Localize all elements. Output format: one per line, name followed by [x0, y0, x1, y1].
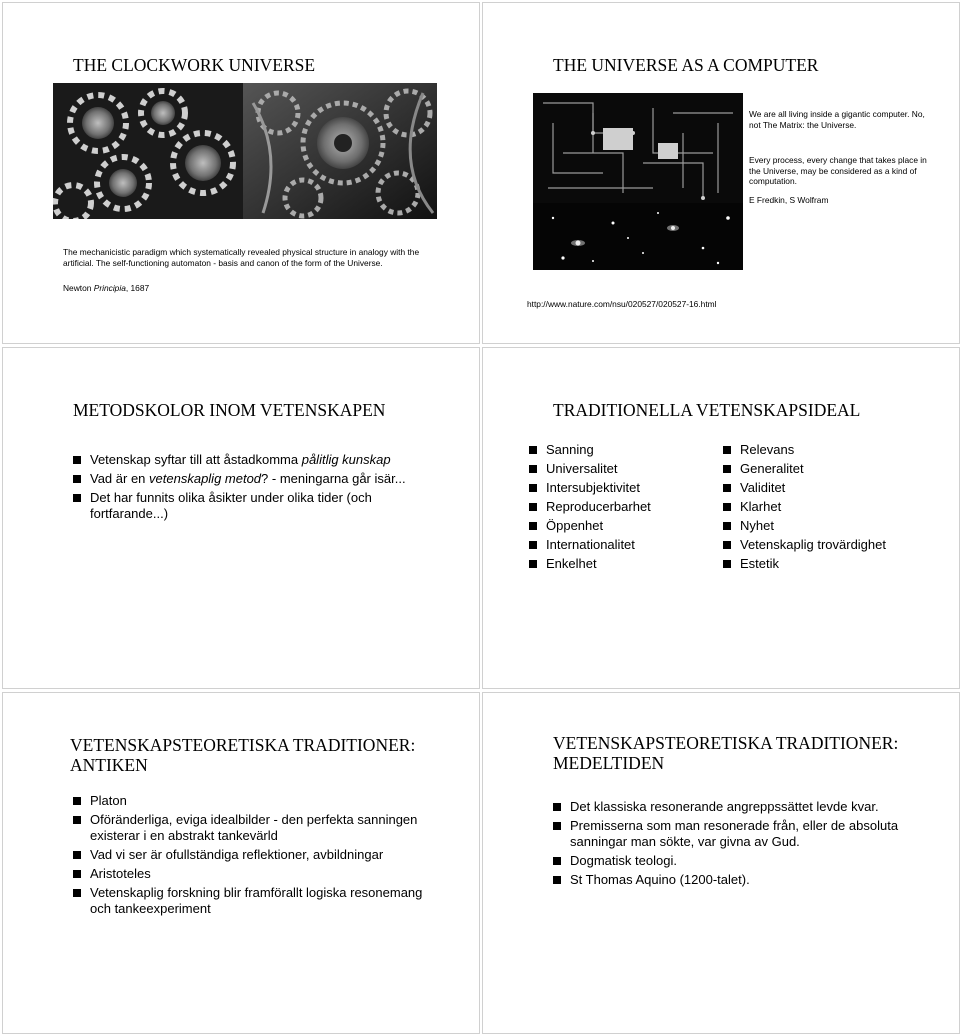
bullet-icon	[73, 870, 81, 878]
bullet-icon	[529, 541, 537, 549]
ideal-list-left	[529, 442, 709, 575]
circuit-galaxy-image	[533, 93, 743, 270]
list-item-text: Platon	[90, 793, 127, 808]
citation-text: Newton Principia, 1687	[63, 283, 150, 293]
list-item	[723, 556, 953, 572]
list-item-text: Intersubjektivitet	[546, 480, 640, 495]
list-item	[73, 885, 433, 917]
bullet-list	[73, 452, 413, 525]
list-item	[553, 853, 913, 869]
list-item-text: Sanning	[546, 442, 594, 457]
slide-title: METODSKOLOR INOM VETENSKAPEN	[73, 400, 386, 420]
list-item	[553, 818, 913, 850]
computation-text: Every process, every change that takes place in the Universe, may be considered as a kind of computation.	[749, 155, 927, 187]
slide-title: VETENSKAPSTEORETISKA TRADITIONER: ANTIKEN	[70, 735, 416, 775]
list-item-text: Validitet	[740, 480, 786, 495]
caption-text: The mechanicistic paradigm which systematically revealed physical structure in analogy with the artificial. The self-functioning automaton - basis and canon of the form of the Universe.	[63, 247, 420, 268]
list-item	[553, 872, 913, 888]
bullet-icon	[529, 446, 537, 454]
quote-text: We are all living inside a gigantic computer. No, not The Matrix: the Universe.	[749, 109, 925, 130]
slide-clockwork-universe	[2, 2, 480, 344]
slide-medeltiden	[482, 692, 960, 1034]
list-item	[529, 537, 709, 553]
list-item	[723, 518, 953, 534]
authors-text: E Fredkin, S Wolfram	[749, 195, 829, 205]
antiken-list	[73, 793, 433, 920]
list-item	[529, 518, 709, 534]
bullet-icon	[529, 484, 537, 492]
list-item-text: Generalitet	[740, 461, 804, 476]
list-item-text: Universalitet	[546, 461, 618, 476]
list-item-text: St Thomas Aquino (1200-talet).	[570, 872, 750, 887]
list-item	[723, 461, 953, 477]
slide-title: THE UNIVERSE AS A COMPUTER	[553, 55, 819, 75]
list-item	[73, 866, 433, 882]
bullet-icon	[723, 560, 731, 568]
list-item-text: Öppenhet	[546, 518, 604, 533]
ideal-list-right	[723, 442, 953, 575]
list-item-text: Reproducerbarhet	[546, 499, 651, 514]
list-item-text: Vetenskaplig trovärdighet	[740, 537, 886, 552]
list-item	[553, 799, 913, 815]
bullet-icon	[723, 446, 731, 454]
list-item	[723, 442, 953, 458]
bullet-icon	[529, 503, 537, 511]
bullet-icon	[73, 797, 81, 805]
slide-title: THE CLOCKWORK UNIVERSE	[73, 55, 316, 75]
list-item	[73, 847, 433, 863]
slide-traditionella-vetenskapsideal	[482, 347, 960, 689]
clockwork-gears-image	[53, 83, 437, 219]
bullet-icon	[529, 465, 537, 473]
bullet-icon	[723, 541, 731, 549]
list-item-text: Relevans	[740, 442, 795, 457]
list-item	[73, 793, 433, 809]
list-item-text: Enkelhet	[546, 556, 597, 571]
bullet-icon	[529, 522, 537, 530]
bullet-icon	[73, 494, 81, 502]
list-item-text: Vetenskaplig forskning blir framförallt logiska resonemang och tankeexperiment	[90, 885, 423, 916]
list-item-text: Premisserna som man resonerade från, eller de absoluta sanningar man sökte, var givna av Gud.	[570, 818, 899, 849]
medeltiden-list	[553, 799, 913, 891]
bullet-icon	[553, 822, 561, 830]
bullet-icon	[73, 475, 81, 483]
list-item	[723, 480, 953, 496]
bullet-icon	[73, 851, 81, 859]
list-item-text: Det klassiska resonerande angreppssättet levde kvar.	[570, 799, 879, 814]
list-item	[529, 499, 709, 515]
slide-metodskolor	[2, 347, 480, 689]
list-item-text: Internationalitet	[546, 537, 635, 552]
slide-title: TRADITIONELLA VETENSKAPSIDEAL	[553, 400, 861, 420]
bullet-icon	[723, 522, 731, 530]
list-item-text: Estetik	[740, 556, 780, 571]
bullet-icon	[723, 503, 731, 511]
slide-antiken	[2, 692, 480, 1034]
source-url[interactable]: http://www.nature.com/nsu/020527/020527-16.html	[527, 299, 717, 309]
bullet-icon	[529, 560, 537, 568]
list-item	[529, 461, 709, 477]
list-item: Vad är en vetenskaplig metod? - meningarna går isär...	[73, 471, 413, 487]
bullet-icon	[553, 876, 561, 884]
list-item-text: Vad vi ser är ofullständiga reflektioner, avbildningar	[90, 847, 384, 862]
bullet-icon	[553, 857, 561, 865]
list-item-text: Nyhet	[740, 518, 774, 533]
list-item	[529, 442, 709, 458]
bullet-icon	[73, 816, 81, 824]
list-item-text: Klarhet	[740, 499, 782, 514]
slide-title: VETENSKAPSTEORETISKA TRADITIONER: MEDELTIDEN	[553, 733, 899, 773]
list-item-text: Oföränderliga, eviga idealbilder - den perfekta sanningen existerar i en abstrakt tankevärld	[90, 812, 418, 843]
list-item	[723, 499, 953, 515]
bullet-icon	[723, 465, 731, 473]
list-item	[73, 812, 433, 844]
list-item: Vetenskap syftar till att åstadkomma pålitlig kunskap	[73, 452, 413, 468]
list-item	[529, 480, 709, 496]
bullet-icon	[553, 803, 561, 811]
list-item	[529, 556, 709, 572]
bullet-icon	[73, 889, 81, 897]
list-item-text: Dogmatisk teologi.	[570, 853, 677, 868]
bullet-icon	[73, 456, 81, 464]
slide-universe-computer	[482, 2, 960, 344]
list-item-text: Aristoteles	[90, 866, 151, 881]
list-item: Det har funnits olika åsikter under olika tider (och fortfarande...)	[73, 490, 413, 522]
list-item	[723, 537, 953, 553]
bullet-icon	[723, 484, 731, 492]
